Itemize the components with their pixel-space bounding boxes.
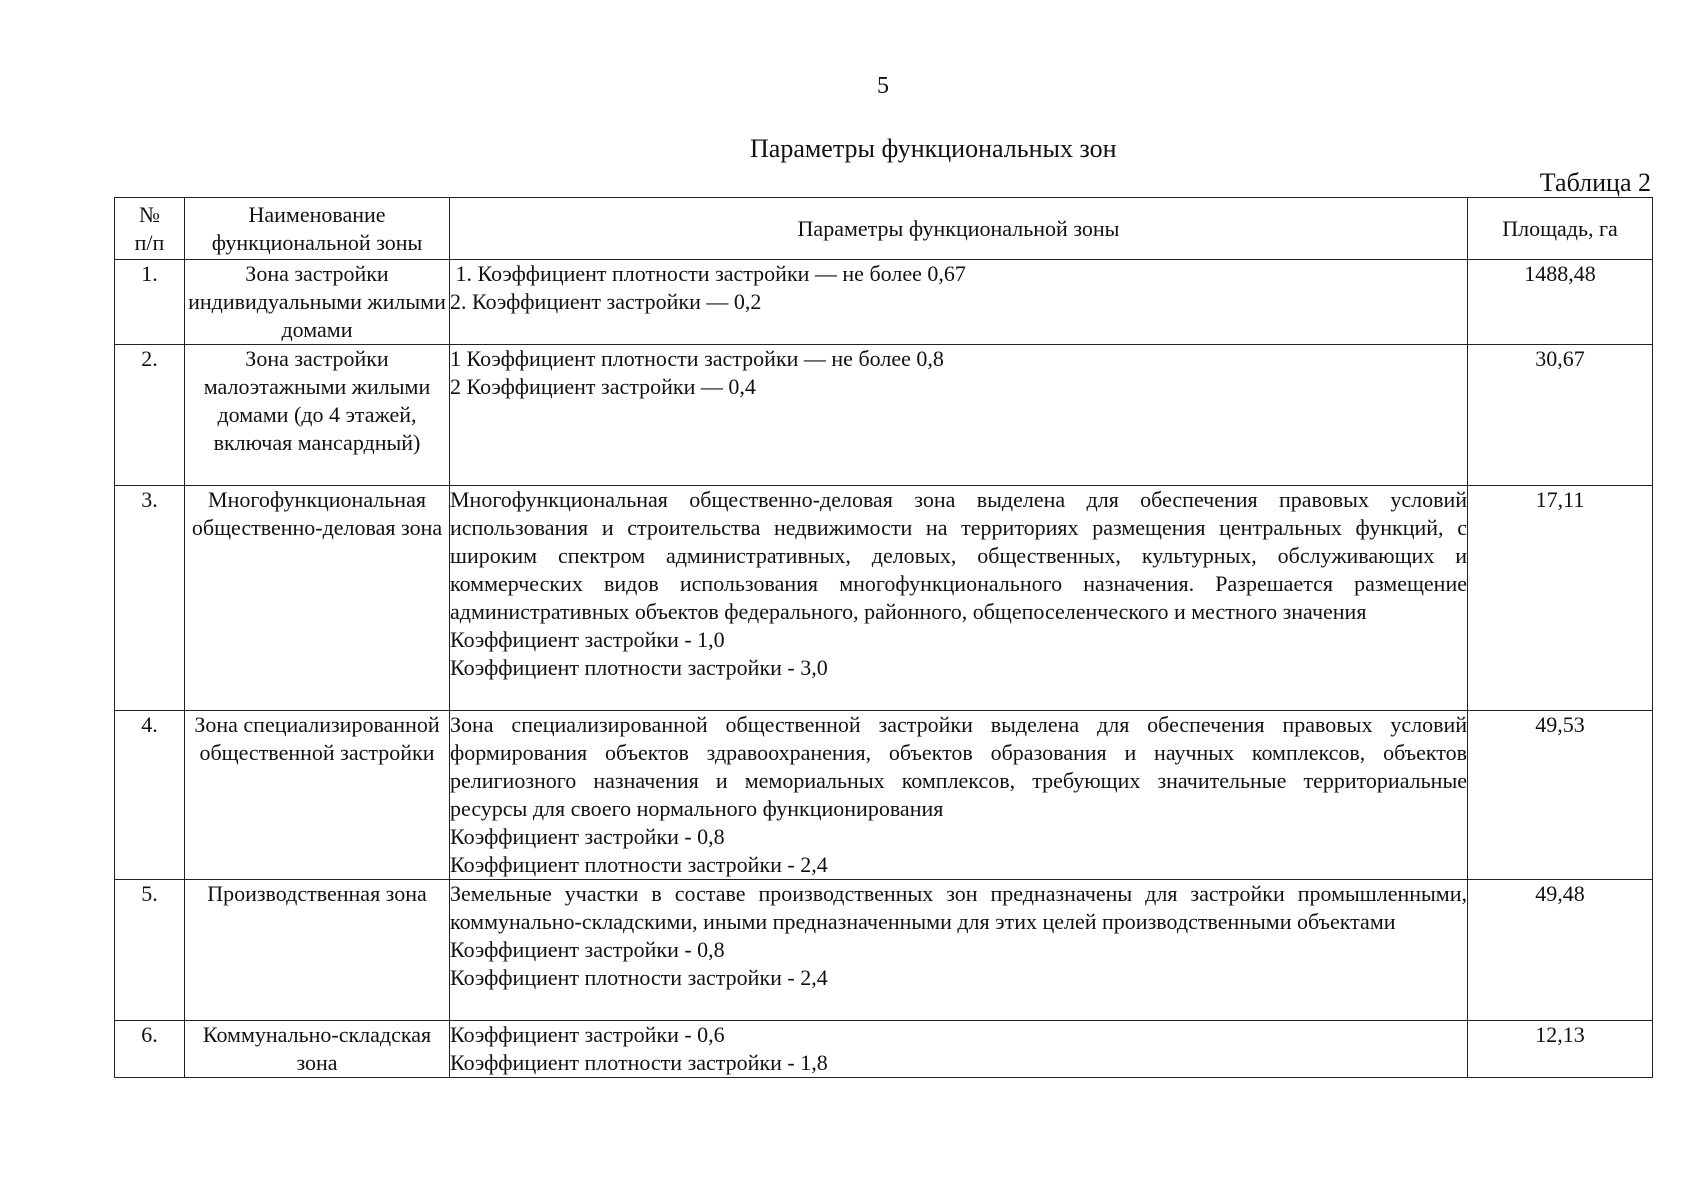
- header-name-line1: Наименование: [248, 202, 386, 227]
- row-area: 17,11: [1468, 486, 1653, 711]
- row-area: 1488,48: [1468, 260, 1653, 345]
- param-line: Коэффициент плотности застройки - 3,0: [450, 655, 828, 680]
- param-line: 2. Коэффициент застройки — 0,2: [450, 289, 762, 314]
- row-area: 49,48: [1468, 880, 1653, 1021]
- header-num: [115, 198, 185, 260]
- row-area: 12,13: [1468, 1021, 1653, 1078]
- param-line: Коэффициент застройки - 0,6: [450, 1022, 725, 1047]
- table-row: [115, 260, 1653, 345]
- row-params: [450, 486, 1468, 711]
- row-zone-name: Многофункциональная общественно-деловая зона: [185, 486, 450, 711]
- table-title-text: Параметры функциональных зон: [750, 134, 1117, 163]
- header-area: Площадь, га: [1468, 198, 1653, 260]
- row-zone-name: Зона застройки малоэтажными жилыми домами (до 4 этажей, включая мансардный): [185, 345, 450, 486]
- table-row: [115, 711, 1653, 880]
- table-header-row: [115, 198, 1653, 260]
- page-number: 5: [877, 73, 889, 99]
- row-zone-name: Производственная зона: [185, 880, 450, 1021]
- row-params: [450, 1021, 1468, 1078]
- param-description: Многофункциональная общественно-деловая зона выделена для обеспечения правовых условий использования и строительства недвижимости на территориях размещения центральных функций, с широким спектром административных, деловых, общественных, культурных, обслуживающих и коммерческих видов использования многофункционального назначения. Разрешается размещение административных объектов федерального, районного, общепоселенческого и местного значения: [450, 487, 1467, 624]
- row-num: 5.: [115, 880, 185, 1021]
- row-num: 3.: [115, 486, 185, 711]
- row-area: 49,53: [1468, 711, 1653, 880]
- param-line: 1. Коэффициент плотности застройки — не более 0,67: [450, 261, 966, 286]
- param-line: Коэффициент плотности застройки - 2,4: [450, 965, 828, 990]
- param-line: 2 Коэффициент застройки — 0,4: [450, 374, 756, 399]
- row-zone-name: Коммунально-складская зона: [185, 1021, 450, 1078]
- param-line: Коэффициент застройки - 1,0: [450, 627, 725, 652]
- row-params: [450, 880, 1468, 1021]
- param-line: Коэффициент застройки - 0,8: [450, 937, 725, 962]
- header-params: Параметры функциональной зоны: [450, 198, 1468, 260]
- param-line: Коэффициент плотности застройки - 2,4: [450, 852, 828, 877]
- row-zone-name: Зона застройки индивидуальными жилыми домами: [185, 260, 450, 345]
- param-line: 1 Коэффициент плотности застройки — не более 0,8: [450, 346, 944, 371]
- table-label: Таблица 2: [1539, 168, 1651, 197]
- row-area: 30,67: [1468, 345, 1653, 486]
- row-params: [450, 711, 1468, 880]
- row-num: 1.: [115, 260, 185, 345]
- param-description: Зона специализированной общественной застройки выделена для обеспечения правовых условий формирования объектов здравоохранения, объектов образования и научных комплексов, объектов религиозного назначения и мемориальных комплексов, требующих значительные территориальные ресурсы для своего нормального функционирования: [450, 712, 1467, 821]
- header-num-line2: п/п: [134, 230, 165, 255]
- param-line: Коэффициент плотности застройки - 1,8: [450, 1050, 828, 1075]
- param-line: Коэффициент застройки - 0,8: [450, 824, 725, 849]
- functional-zones-table: [114, 197, 1653, 1078]
- header-num-line1: №: [139, 202, 160, 227]
- row-params: [450, 260, 1468, 345]
- row-num: 4.: [115, 711, 185, 880]
- row-num: 2.: [115, 345, 185, 486]
- table-row: [115, 880, 1653, 1021]
- header-name-line2: функциональной зоны: [211, 230, 423, 255]
- table-row: [115, 486, 1653, 711]
- row-params: [450, 345, 1468, 486]
- table-row: [115, 345, 1653, 486]
- header-name: [185, 198, 450, 260]
- row-zone-name: Зона специализированной общественной застройки: [185, 711, 450, 880]
- param-description: Земельные участки в составе производственных зон предназначены для застройки промышленными, коммунально-складскими, иными предназначенными для этих целей производственными объектами: [450, 881, 1467, 934]
- row-num: 6.: [115, 1021, 185, 1078]
- table-row: [115, 1021, 1653, 1078]
